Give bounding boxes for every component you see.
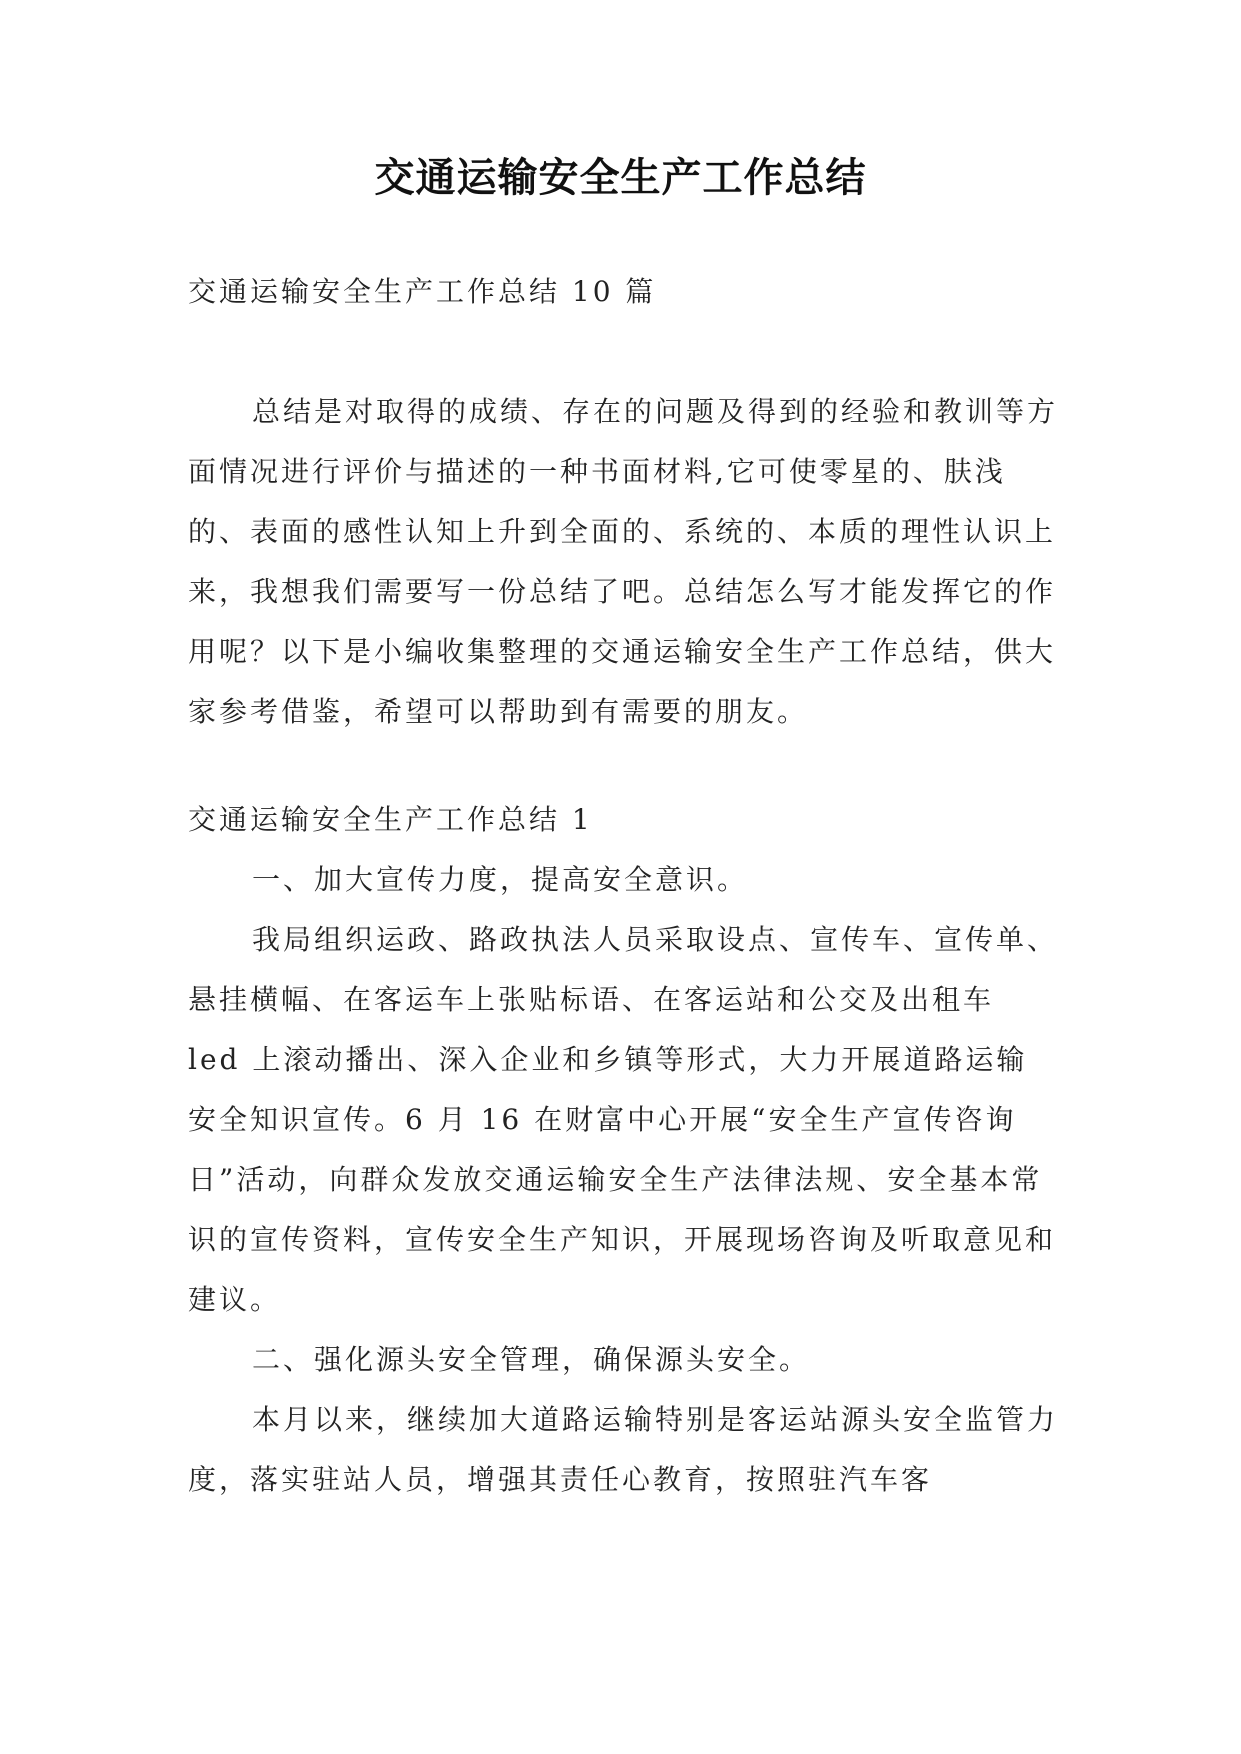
point-body: 本月以来，继续加大道路运输特别是客运站源头安全监管力度，落实驻站人员，增强其责任心教育，按照驻汽车客	[188, 1403, 1059, 1496]
document-title: 交通运输安全生产工作总结	[374, 155, 867, 201]
document-body	[188, 262, 1058, 1510]
point-heading: 一、加大宣传力度，提高安全意识。	[252, 863, 749, 896]
intro-paragraph: 总结是对取得的成绩、存在的问题及得到的经验和教训等方面情况进行评价与描述的一种书面材料,它可使零星的、肤浅的、表面的感性认知上升到全面的、系统的、本质的理性认识上来，我想我们需要写一份总结了吧。总结怎么写才能发挥它的作用呢？以下是小编收集整理的交通运输安全生产工作总结，供大家参考借鉴，希望可以帮助到有需要的朋友。	[188, 395, 1059, 728]
section-heading: 交通运输安全生产工作总结 1	[188, 803, 593, 836]
point-heading: 二、强化源头安全管理，确保源头安全。	[252, 1343, 811, 1376]
document-subtitle: 交通运输安全生产工作总结 10 篇	[188, 275, 657, 308]
point-body: 我局组织运政、路政执法人员采取设点、宣传车、宣传单、悬挂横幅、在客运车上张贴标语、在客运站和公交及出租车 led 上滚动播出、深入企业和乡镇等形式，大力开展道路运输安全知识宣传。6 月 16 在财富中心开展“安全生产宣传咨询日”活动，向群众发放交通运输安全生产法律法规、安全基本常识的宣传资料，宣传安全生产知识，开展现场咨询及听取意见和建议。	[188, 923, 1059, 1316]
